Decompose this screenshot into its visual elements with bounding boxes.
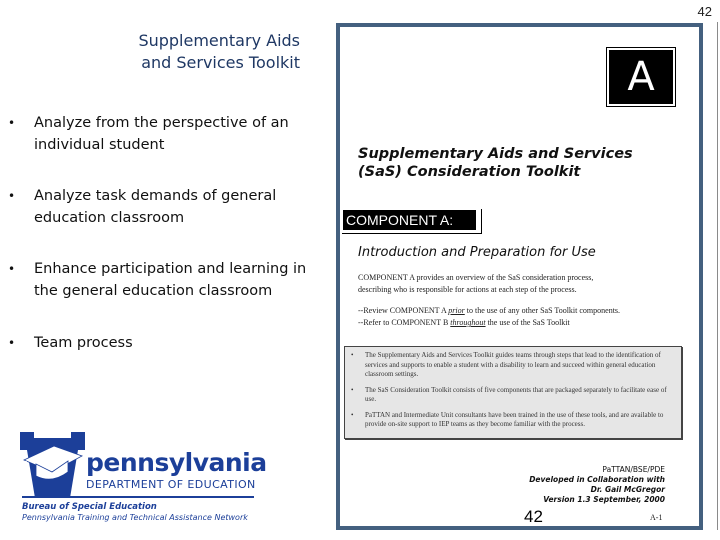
bullet-text-line: Team process <box>34 335 133 351</box>
credits-line: Version 1.3 September, 2000 <box>543 495 665 504</box>
note-emphasis: prior <box>448 306 465 315</box>
credits-line: Developed in Collaboration with <box>529 475 665 484</box>
summary-item: • The Supplementary Aids and Services Toolkit guides teams through steps that lead to the identification of services and supports to enable a student with a disability to learn and succeed within general education classroom settings. <box>351 351 661 378</box>
note-emphasis: throughout <box>450 318 486 327</box>
bullet-item <box>8 112 328 156</box>
document-title <box>358 145 633 181</box>
bullet-text-line: Analyze task demands of general <box>34 188 277 204</box>
note-review: --Review COMPONENT A prior to the use of any other SaS Toolkit components. <box>358 306 621 315</box>
credits-line: PaTTAN/BSE/PDE <box>602 465 665 474</box>
right-edge-divider <box>717 22 718 530</box>
bullet-item <box>8 258 328 302</box>
logo-network: Pennsylvania Training and Technical Assistance Network <box>22 513 248 522</box>
summary-box <box>344 346 682 439</box>
bullet-text-line: the general education classroom <box>34 283 273 299</box>
intro-paragraph-line: describing who is responsible for actions at each step of the process. <box>358 285 577 294</box>
bullet-dot-icon: • <box>351 351 354 359</box>
document-cover-image <box>336 23 703 530</box>
keystone-graduation-cap-icon <box>20 432 85 500</box>
bullet-text-line: Analyze from the perspective of an <box>34 115 289 131</box>
bullet-text-line: Enhance participation and learning in <box>34 261 307 277</box>
component-badge <box>606 47 676 107</box>
logo-divider <box>22 496 254 498</box>
slide-title-line1: Supplementary Aids <box>138 31 300 50</box>
intro-paragraph-line: COMPONENT A provides an overview of the SaS consideration process, <box>358 273 594 282</box>
document-title-line1: Supplementary Aids and Services <box>358 146 633 162</box>
note-refer: --Refer to COMPONENT B throughout the use of the SaS Toolkit <box>358 318 570 327</box>
document-page-code: A-1 <box>650 513 663 522</box>
slide-title <box>100 30 300 74</box>
component-badge-letter: A <box>609 50 673 104</box>
intro-notes <box>358 305 703 329</box>
bullet-text-line: individual student <box>34 137 165 153</box>
bullet-dot-icon: • <box>8 116 16 130</box>
bullet-dot-icon: • <box>351 385 354 394</box>
document-title-line2: (SaS) Consideration Toolkit <box>358 164 581 180</box>
logo-department: DEPARTMENT OF EDUCATION <box>86 478 256 491</box>
bullet-dot-icon: • <box>8 336 16 350</box>
logo-bureau: Bureau of Special Education <box>22 502 157 512</box>
bullet-dot-icon: • <box>351 410 354 419</box>
bullet-item <box>8 332 328 354</box>
document-credits <box>529 465 665 505</box>
intro-heading: Introduction and Preparation for Use <box>358 245 596 260</box>
intro-paragraph <box>358 272 698 296</box>
summary-item: • PaTTAN and Intermediate Unit consultants have been trained in the use of these tools, and are available to provide on-site support to IEP teams as they become familiar with the process. <box>351 410 664 428</box>
slide-page-number: 42 <box>697 4 712 19</box>
summary-item: • The SaS Consideration Toolkit consists of five components that are packaged separately to facilitate ease of use. <box>351 385 667 403</box>
bullet-dot-icon: • <box>8 262 16 276</box>
bullet-text-line: education classroom <box>34 210 185 226</box>
slide-title-line2: and Services Toolkit <box>141 53 300 72</box>
document-page-number: 42 <box>524 507 543 526</box>
bullet-dot-icon: • <box>8 189 16 203</box>
component-label-box <box>342 209 482 234</box>
pde-logo <box>20 432 267 527</box>
bullet-item <box>8 185 328 229</box>
logo-wordmark: pennsylvania <box>86 448 267 477</box>
component-label: COMPONENT A: <box>343 210 476 230</box>
credits-line: Dr. Gail McGregor <box>590 485 665 494</box>
